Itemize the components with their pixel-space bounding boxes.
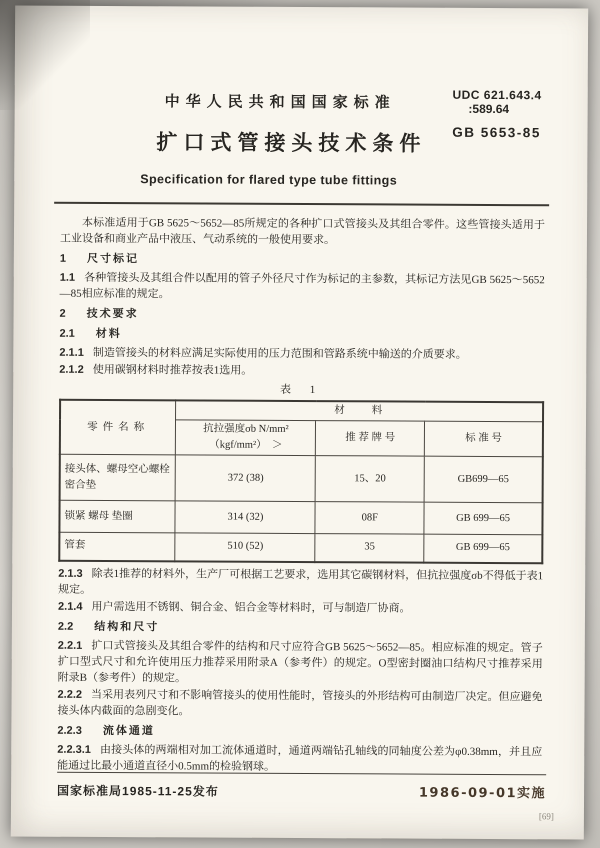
cell-grade: 35 [315,534,424,563]
section-2-2-3-heading [57,722,542,741]
clause-text: 扩口式管接头及其组合零件的结构和尺寸应符合GB 5625～5652—85。相应标准的规定。管子扩口型式尺寸和允许使用压力推荐采用附录A（参考件）的规定。O型密封圈油口结构尺寸推荐采用附录B（参考件）的规定。 [57,639,543,684]
clause-2-2-2 [57,686,542,721]
cell-strength: 372 (38) [175,455,315,502]
clause-2-1-4 [58,598,543,617]
clause-number: 2.2.2 [57,688,83,701]
document-subtitle-english: Specification for flared type tube fittings [140,172,398,188]
clause-2-2-3-1 [57,741,542,776]
col-header-material: 材 料 [176,400,543,421]
table-row [60,454,543,503]
clause-text: 除表1推荐的材料外，生产厂可根据工艺要求，选用其它碳钢材料，但抗拉强度σb不得低于表1规定。 [58,567,544,596]
clause-text: 各种管接头及其组合件以配用的管子外径尺寸作为标记的主参数，其标记方法见GB 5625～5652—85相应标准的规定。 [59,271,545,301]
table-header-row-1 [60,400,543,422]
col-header-tensile-strength: 抗拉强度σb N/mm² （kgf/mm²） ＞ [176,420,316,456]
cell-part-name: 管套 [59,532,175,561]
udc-number-line1: UDC 621.643.4 [452,87,542,103]
clause-number: 2.1.2 [59,363,84,376]
clause-1-1 [60,270,545,305]
clause-number: 2.2.1 [57,639,83,652]
cell-grade: 15、20 [316,456,425,503]
clause-2-1-2 [59,362,544,381]
cell-standard: GB 699—65 [424,502,543,535]
udc-number-line2: :589.64 [468,101,510,117]
cell-strength: 510 (52) [175,533,315,562]
standard-code-block [452,88,541,140]
table-row [59,500,542,535]
cell-strength: 314 (32) [175,501,315,534]
clause-number: 2.1.1 [59,346,84,359]
section-number: 2 [59,307,66,320]
standard-code: GB 5653-85 [452,124,541,141]
section-title: 流体通道 [102,724,155,737]
col-header-part-name: 零件名称 [60,400,176,455]
issuing-org-title: 中华人民共和国国家标准 [164,94,396,112]
document-title: 扩口式管接头技术条件 [156,131,427,156]
cell-part-name: 接头体、螺母空心螺栓 密合垫 [60,454,176,501]
document-page [11,6,588,840]
header-divider [54,202,549,207]
scope-paragraph: 本标准适用于GB 5625～5652—85所规定的各种扩口式管接头及其组合零件。这些管接头适用于工业设备和商业产品中液压、气动系统的一般使用要求。 [59,216,546,247]
cell-standard: GB699—65 [424,456,543,503]
section-number: 2.2 [57,620,74,633]
section-title: 结构和尺寸 [94,620,160,633]
cell-grade: 08F [315,502,424,535]
document-header [60,87,546,207]
col-header-standard-number: 标 准 号 [424,421,543,457]
clause-2-1-3 [58,565,543,600]
issue-date-text: 国家标准局1985-11-25发布 [57,783,219,799]
col-header-recommended-grade: 推 荐 牌 号 [316,421,425,457]
materials-table [58,399,544,564]
cell-standard: GB 699—65 [424,534,543,563]
section-1-heading [60,251,545,270]
section-title: 材料 [95,327,122,341]
clause-text: 使用碳钢材料时推荐按表1选用。 [92,363,253,377]
clause-number: 2.1.4 [58,600,83,613]
section-2-1-heading [59,326,544,345]
implementation-date-text: 1986-09-01实施 [418,785,547,802]
cell-part-name: 锁紧 螺母 垫圈 [59,500,175,533]
page-number: [69] [538,811,554,822]
table-row [59,532,542,563]
document-body [57,215,545,776]
section-title: 尺寸标记 [86,252,140,266]
document-footer [57,772,546,802]
table-caption: 表 1 [280,383,324,397]
clause-2-2-1 [58,637,543,688]
clause-text: 当采用表列尺寸和不影响管接头的使用性能时，管接头的外形结构可由制造厂决定。但应避免接头体内截面的急剧变化。 [57,688,543,717]
clause-number: 2.1.3 [58,567,83,580]
clause-2-1-1 [59,345,544,364]
clause-text: 用户需选用不锈钢、铜合金、铝合金等材料时，可与制造厂协商。 [91,600,411,615]
section-number: 2.1 [59,327,75,340]
section-title: 技术要求 [86,307,139,321]
clause-number: 2.2.3.1 [57,743,91,756]
section-number: 2.2.3 [57,724,82,737]
section-number: 1 [59,252,67,265]
section-2-heading [60,306,545,325]
clause-text: 制造管接头的材料应满足实际使用的压力范围和管路系统中输送的介质要求。 [92,346,467,361]
section-2-2-heading [58,618,543,637]
clause-text: 由接头体的两端相对加工流体通道时，通道两端钻孔轴线的同轴度公差为φ0.38mm，并且应能通过比最小通道直径小0.5mm的检验钢球。 [57,743,543,773]
clause-number: 1.1 [59,271,76,284]
